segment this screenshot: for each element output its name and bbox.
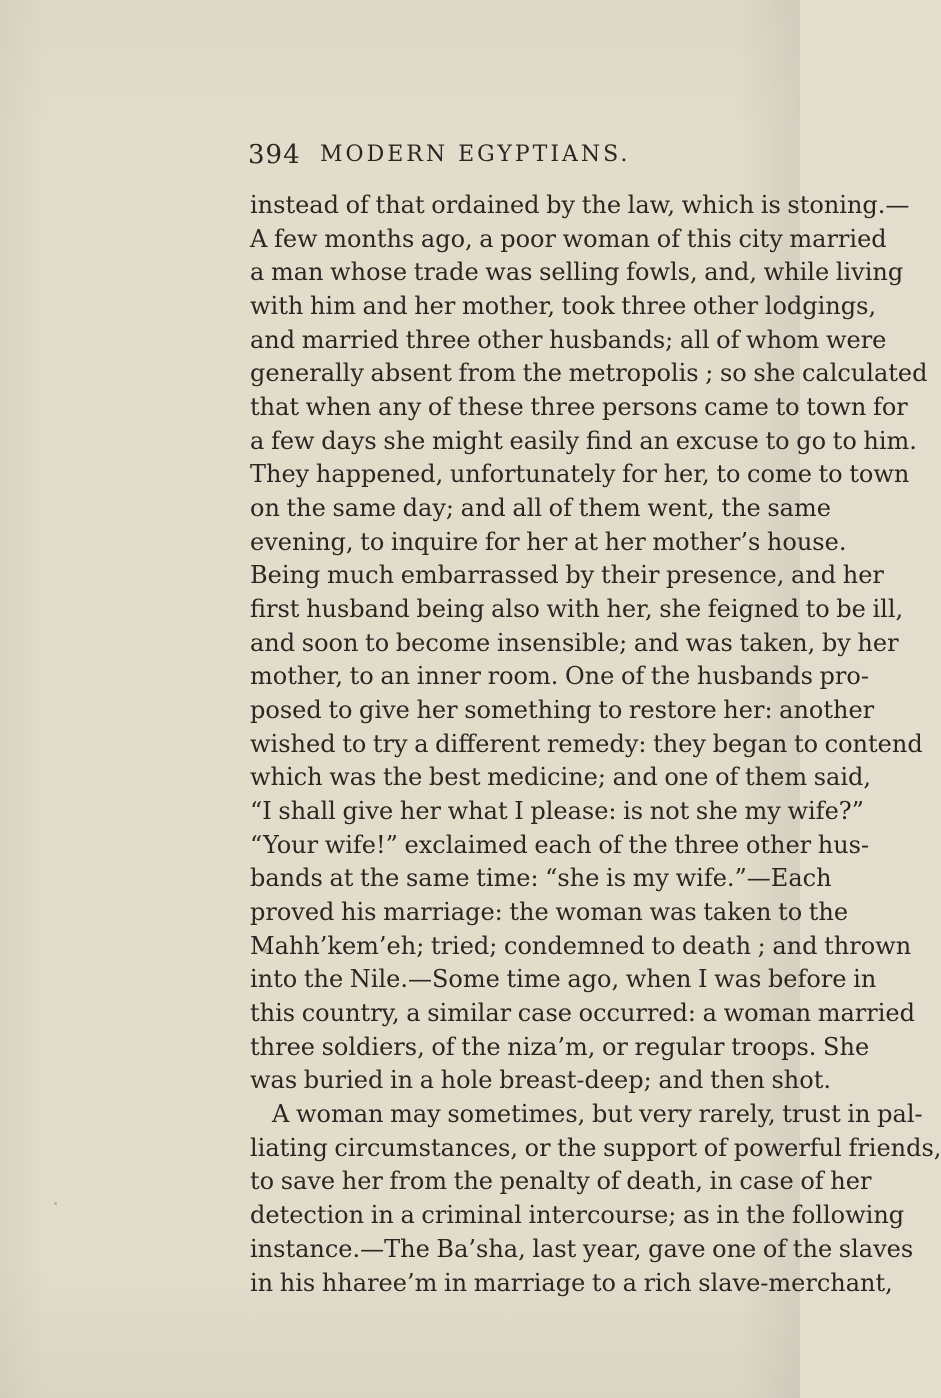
text-line: liating circumstances, or the support of powerful friends, [250, 1133, 941, 1162]
text-line: into the Nile.—Some time ago, when I was before in [250, 965, 877, 994]
text-line: and soon to become insensible; and was taken, by her [250, 628, 899, 657]
text-line: three soldiers, of the niza’m, or regular troops. She [250, 1032, 870, 1061]
text-line: instance.—The Ba’sha, last year, gave one of the slaves [250, 1234, 914, 1263]
page-number: 394 [248, 140, 301, 170]
text-line: first husband being also with her, she feigned to be ill, [250, 595, 904, 624]
text-line: A few months ago, a poor woman of this city married [250, 224, 887, 253]
text-line: mother, to an inner room. One of the husbands pro- [250, 662, 869, 691]
text-line: proved his marriage: the woman was taken to the [250, 898, 849, 927]
body-text [250, 189, 941, 1300]
text-line: “I shall give her what I please: is not she my wife?” [250, 797, 864, 826]
text-line: and married three other husbands; all of whom were [250, 325, 887, 354]
text-line: instead of that ordained by the law, which is stoning.— [250, 191, 910, 219]
text-line: A woman may sometimes, but very rarely, trust in pal- [272, 1100, 923, 1129]
text-line: generally absent from the metropolis ; so she calculated [250, 359, 928, 388]
page-header [248, 140, 748, 174]
ink-spot [54, 1202, 57, 1205]
text-line: was buried in a hole breast-deep; and then shot. [250, 1066, 831, 1095]
text-line: with him and her mother, took three other lodgings, [250, 292, 877, 321]
text-line: wished to try a different remedy: they began to contend [250, 729, 923, 758]
text-line: bands at the same time: “she is my wife.”—Each [250, 864, 832, 893]
text-line: Mahh’kem’eh; tried; condemned to death ; and thrown [250, 931, 912, 960]
text-line: Being much embarrassed by their presence, and her [250, 561, 884, 590]
running-head: MODERN EGYPTIANS. [320, 142, 631, 167]
text-line: evening, to inquire for her at her mother’s house. [250, 527, 847, 556]
text-line: in his hharee’m in marriage to a rich slave-merchant, [250, 1268, 893, 1297]
text-line: on the same day; and all of them went, the same [250, 494, 831, 523]
text-line: “Your wife!” exclaimed each of the three other hus- [250, 830, 870, 859]
text-line: detection in a criminal intercourse; as in the following [250, 1201, 905, 1230]
text-line: posed to give her something to restore her: another [250, 696, 875, 725]
text-line: a man whose trade was selling fowls, and, while living [250, 258, 904, 287]
text-line: this country, a similar case occurred: a woman married [250, 999, 915, 1028]
text-line: a few days she might easily find an excuse to go to him. [250, 426, 917, 455]
text-line: to save her from the penalty of death, in case of her [250, 1167, 872, 1196]
text-line: that when any of these three persons came to town for [250, 393, 908, 422]
text-line: which was the best medicine; and one of them said, [250, 763, 872, 792]
text-line: They happened, unfortunately for her, to come to town [250, 460, 910, 489]
